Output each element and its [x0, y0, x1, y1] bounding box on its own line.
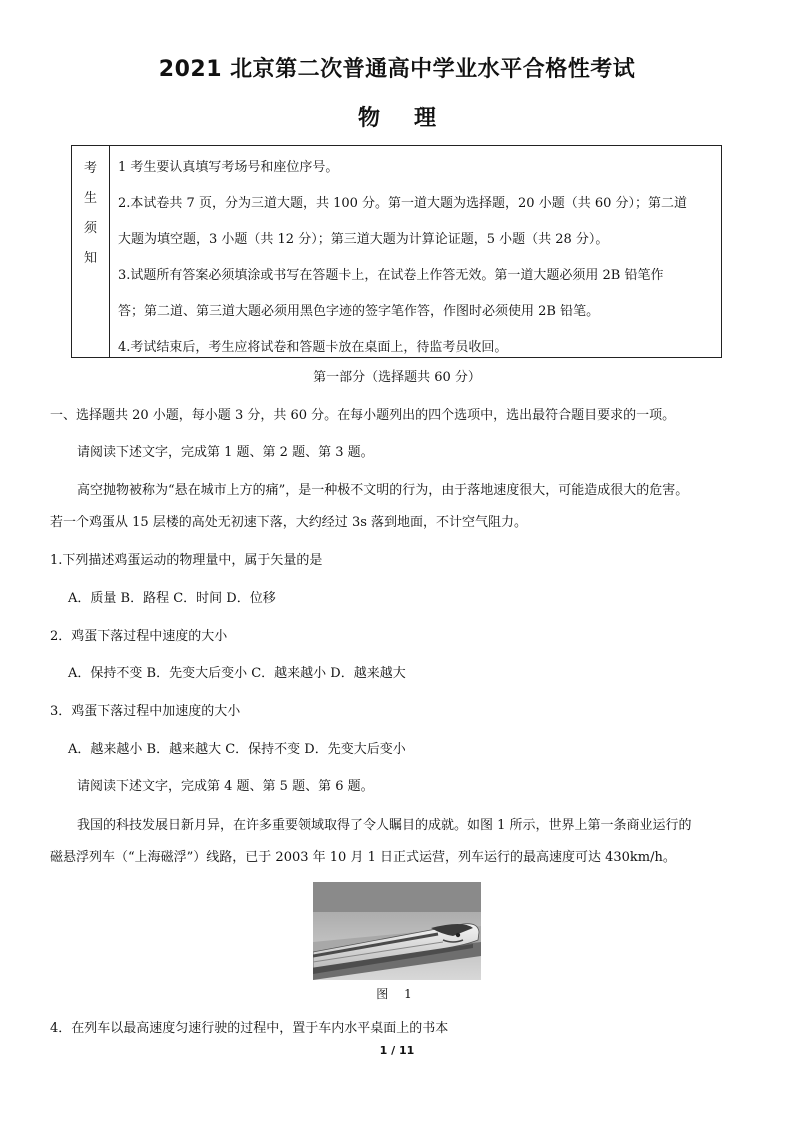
exam-title: 2021 北京第二次普通高中学业水平合格性考试: [158, 57, 636, 82]
passage-line: 高空抛物被称为“悬在城市上方的痛”，是一种极不文明的行为，由于落地速度很大，可能造成很大的危害。: [77, 483, 689, 498]
notice-item: 2.本试卷共 7 页，分为三道大题，共 100 分。第一道大题为选择题，20 小题（共 60 分）；第二道: [118, 196, 687, 211]
figure-caption: 图 1: [376, 987, 418, 1001]
reading-prompt: 请阅读下述文字，完成第 4 题、第 5 题、第 6 题。: [77, 779, 374, 794]
notice-label: [72, 146, 110, 357]
subject-title: 物理: [357, 106, 470, 131]
question-2-options: A．保持不变 B．先变大后变小 C．越来越小 D．越来越大: [68, 666, 406, 681]
notice-item: 大题为填空题，3 小题（共 12 分）；第三道大题为计算论证题，5 小题（共 28 分）。: [118, 232, 609, 247]
notice-body: [118, 150, 713, 366]
notice-label-char: 考: [83, 161, 97, 176]
notice-item: 1 考生要认真填写考场号和座位序号。: [118, 160, 339, 175]
notice-label-char: 知: [83, 251, 97, 266]
maglev-train-image: [313, 882, 481, 980]
reading-prompt: 请阅读下述文字，完成第 1 题、第 2 题、第 3 题。: [77, 445, 374, 460]
section-title: 第一部分（选择题共 60 分）: [313, 370, 481, 385]
notice-item: 3.试题所有答案必须填涂或书写在答题卡上，在试卷上作答无效。第一道大题必须用 2B 铅笔作: [118, 268, 664, 283]
page-number: 1 / 11: [379, 1044, 415, 1057]
notice-label-char: 生: [83, 191, 97, 206]
question-2: 2．鸡蛋下落过程中速度的大小: [50, 629, 228, 644]
notice-box: [71, 145, 722, 358]
question-1: 1.下列描述鸡蛋运动的物理量中，属于矢量的是: [50, 553, 323, 568]
notice-label-char: 须: [83, 221, 97, 236]
passage-line: 若一个鸡蛋从 15 层楼的高处无初速下落，大约经过 3s 落到地面，不计空气阻力。: [50, 515, 528, 530]
notice-item: 4.考试结束后，考生应将试卷和答题卡放在桌面上，待监考员收回。: [118, 340, 508, 355]
question-3-options: A．越来越小 B．越来越大 C．保持不变 D．先变大后变小: [68, 742, 406, 757]
question-4: 4．在列车以最高速度匀速行驶的过程中，置于车内水平桌面上的书本: [50, 1021, 449, 1036]
notice-item: 答；第二道、第三道大题必须用黑色字迹的签字笔作答，作图时必须使用 2B 铅笔。: [118, 304, 600, 319]
question-1-options: A．质量 B．路程 C．时间 D．位移: [68, 591, 276, 606]
section-instruction: 一、选择题共 20 小题，每小题 3 分，共 60 分。在每小题列出的四个选项中，选出最符合题目要求的一项。: [50, 408, 676, 423]
passage-line: 磁悬浮列车（“上海磁浮”）线路，已于 2003 年 10 月 1 日正式运营，列车运行的最高速度可达 430km/h。: [50, 850, 676, 865]
question-3: 3．鸡蛋下落过程中加速度的大小: [50, 704, 241, 719]
passage-line: 我国的科技发展日新月异，在许多重要领域取得了令人瞩目的成就。如图 1 所示，世界上第一条商业运行的: [77, 818, 692, 833]
